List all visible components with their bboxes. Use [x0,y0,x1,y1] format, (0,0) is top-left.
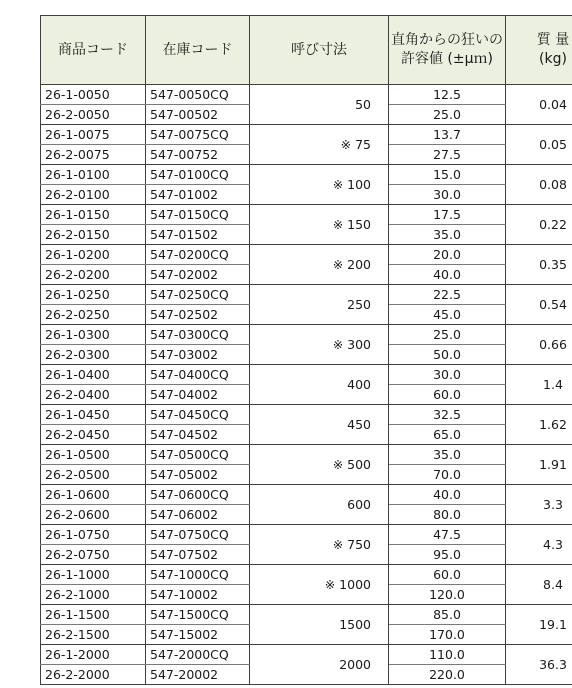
header-stock-code: 在庫コード [146,16,250,85]
product-code-cell: 26-2-0500 [41,465,146,485]
nominal-size-cell: 50 [250,85,389,125]
product-code-cell: 26-2-0075 [41,145,146,165]
mass-cell: 0.04 [506,85,572,125]
table-row [41,245,572,265]
product-code-cell: 26-2-0450 [41,425,146,445]
stock-code-cell: 547-06002 [146,505,250,525]
product-code-cell: 26-2-0050 [41,105,146,125]
tolerance-cell: 45.0 [389,305,506,325]
stock-code-cell: 547-10002 [146,585,250,605]
tolerance-cell: 40.0 [389,265,506,285]
stock-code-cell: 547-07502 [146,545,250,565]
product-code-cell: 26-2-0250 [41,305,146,325]
tolerance-cell: 12.5 [389,85,506,105]
table-row [41,285,572,305]
nominal-size-cell: ※ 75 [250,125,389,165]
tolerance-cell: 85.0 [389,605,506,625]
nominal-size-cell: 400 [250,365,389,405]
product-code-cell: 26-1-1500 [41,605,146,625]
tolerance-cell: 220.0 [389,665,506,685]
table-row [41,125,572,145]
table-row [41,525,572,545]
mass-cell: 3.3 [506,485,572,525]
table-row [41,445,572,465]
mass-cell: 0.54 [506,285,572,325]
table-row [41,485,572,505]
tolerance-cell: 13.7 [389,125,506,145]
stock-code-cell: 547-01002 [146,185,250,205]
product-code-cell: 26-1-1000 [41,565,146,585]
stock-code-cell: 547-0450CQ [146,405,250,425]
table-row [41,205,572,225]
spec-table [40,15,572,685]
stock-code-cell: 547-20002 [146,665,250,685]
stock-code-cell: 547-0400CQ [146,365,250,385]
product-code-cell: 26-1-0450 [41,405,146,425]
header-tolerance-line1: 直角からの狂いの [391,32,503,48]
tolerance-cell: 32.5 [389,405,506,425]
mass-cell: 19.1 [506,605,572,645]
tolerance-cell: 20.0 [389,245,506,265]
stock-code-cell: 547-04002 [146,385,250,405]
product-code-cell: 26-2-1500 [41,625,146,645]
mass-cell: 0.66 [506,325,572,365]
product-code-cell: 26-2-1000 [41,585,146,605]
stock-code-cell: 547-02002 [146,265,250,285]
stock-code-cell: 547-0750CQ [146,525,250,545]
stock-code-cell: 547-15002 [146,625,250,645]
table-row [41,365,572,385]
nominal-size-cell: 600 [250,485,389,525]
stock-code-cell: 547-1500CQ [146,605,250,625]
stock-code-cell: 547-0200CQ [146,245,250,265]
stock-code-cell: 547-0100CQ [146,165,250,185]
tolerance-cell: 30.0 [389,365,506,385]
mass-cell: 0.35 [506,245,572,285]
table-row [41,605,572,625]
tolerance-cell: 47.5 [389,525,506,545]
header-row [41,16,572,85]
stock-code-cell: 547-0500CQ [146,445,250,465]
tolerance-cell: 60.0 [389,565,506,585]
tolerance-cell: 22.5 [389,285,506,305]
table-row [41,405,572,425]
stock-code-cell: 547-0075CQ [146,125,250,145]
product-code-cell: 26-2-2000 [41,665,146,685]
header-mass-line2: (kg) [539,51,567,67]
product-code-cell: 26-2-0300 [41,345,146,365]
product-code-cell: 26-1-0300 [41,325,146,345]
tolerance-cell: 25.0 [389,325,506,345]
stock-code-cell: 547-00752 [146,145,250,165]
stock-code-cell: 547-02502 [146,305,250,325]
tolerance-cell: 35.0 [389,445,506,465]
tolerance-cell: 40.0 [389,485,506,505]
stock-code-cell: 547-04502 [146,425,250,445]
mass-cell: 36.3 [506,645,572,685]
stock-code-cell: 547-1000CQ [146,565,250,585]
tolerance-cell: 60.0 [389,385,506,405]
tolerance-cell: 25.0 [389,105,506,125]
tolerance-cell: 110.0 [389,645,506,665]
product-code-cell: 26-1-0250 [41,285,146,305]
tolerance-cell: 65.0 [389,425,506,445]
tolerance-cell: 120.0 [389,585,506,605]
product-code-cell: 26-2-0750 [41,545,146,565]
header-tolerance [389,16,506,85]
stock-code-cell: 547-0050CQ [146,85,250,105]
mass-cell: 8.4 [506,565,572,605]
table-row [41,565,572,585]
mass-cell: 0.05 [506,125,572,165]
nominal-size-cell: 250 [250,285,389,325]
mass-cell: 1.91 [506,445,572,485]
tolerance-cell: 170.0 [389,625,506,645]
product-code-cell: 26-2-0150 [41,225,146,245]
tolerance-cell: 70.0 [389,465,506,485]
nominal-size-cell: 2000 [250,645,389,685]
header-tolerance-line2: 許容値 (±μｍ) [400,51,493,67]
tolerance-cell: 15.0 [389,165,506,185]
stock-code-cell: 547-03002 [146,345,250,365]
table-row [41,325,572,345]
product-code-cell: 26-1-2000 [41,645,146,665]
stock-code-cell: 547-05002 [146,465,250,485]
nominal-size-cell: ※ 500 [250,445,389,485]
stock-code-cell: 547-2000CQ [146,645,250,665]
product-code-cell: 26-1-0200 [41,245,146,265]
mass-cell: 1.4 [506,365,572,405]
nominal-size-cell: ※ 750 [250,525,389,565]
tolerance-cell: 95.0 [389,545,506,565]
product-code-cell: 26-1-0100 [41,165,146,185]
tolerance-cell: 17.5 [389,205,506,225]
product-code-cell: 26-2-0400 [41,385,146,405]
mass-cell: 0.08 [506,165,572,205]
header-mass-line1: 質 量 [536,32,570,48]
tolerance-cell: 27.5 [389,145,506,165]
product-code-cell: 26-2-0200 [41,265,146,285]
nominal-size-cell: 450 [250,405,389,445]
header-nominal-size: 呼び寸法 [250,16,389,85]
table-body [41,85,572,685]
nominal-size-cell: ※ 200 [250,245,389,285]
product-code-cell: 26-2-0100 [41,185,146,205]
product-code-cell: 26-1-0500 [41,445,146,465]
mass-cell: 4.3 [506,525,572,565]
table-row [41,645,572,665]
stock-code-cell: 547-0300CQ [146,325,250,345]
header-mass [506,16,572,85]
mass-cell: 0.22 [506,205,572,245]
table-row [41,85,572,105]
stock-code-cell: 547-0150CQ [146,205,250,225]
mass-cell: 1.62 [506,405,572,445]
nominal-size-cell: ※ 300 [250,325,389,365]
tolerance-cell: 50.0 [389,345,506,365]
stock-code-cell: 547-0600CQ [146,485,250,505]
nominal-size-cell: 1500 [250,605,389,645]
product-code-cell: 26-1-0400 [41,365,146,385]
nominal-size-cell: ※ 150 [250,205,389,245]
product-code-cell: 26-1-0600 [41,485,146,505]
stock-code-cell: 547-0250CQ [146,285,250,305]
product-code-cell: 26-1-0050 [41,85,146,105]
table-row [41,165,572,185]
stock-code-cell: 547-01502 [146,225,250,245]
stock-code-cell: 547-00502 [146,105,250,125]
product-code-cell: 26-1-0750 [41,525,146,545]
product-code-cell: 26-1-0150 [41,205,146,225]
product-code-cell: 26-2-0600 [41,505,146,525]
nominal-size-cell: ※ 1000 [250,565,389,605]
product-code-cell: 26-1-0075 [41,125,146,145]
header-product-code: 商品コード [41,16,146,85]
nominal-size-cell: ※ 100 [250,165,389,205]
tolerance-cell: 30.0 [389,185,506,205]
tolerance-cell: 35.0 [389,225,506,245]
tolerance-cell: 80.0 [389,505,506,525]
